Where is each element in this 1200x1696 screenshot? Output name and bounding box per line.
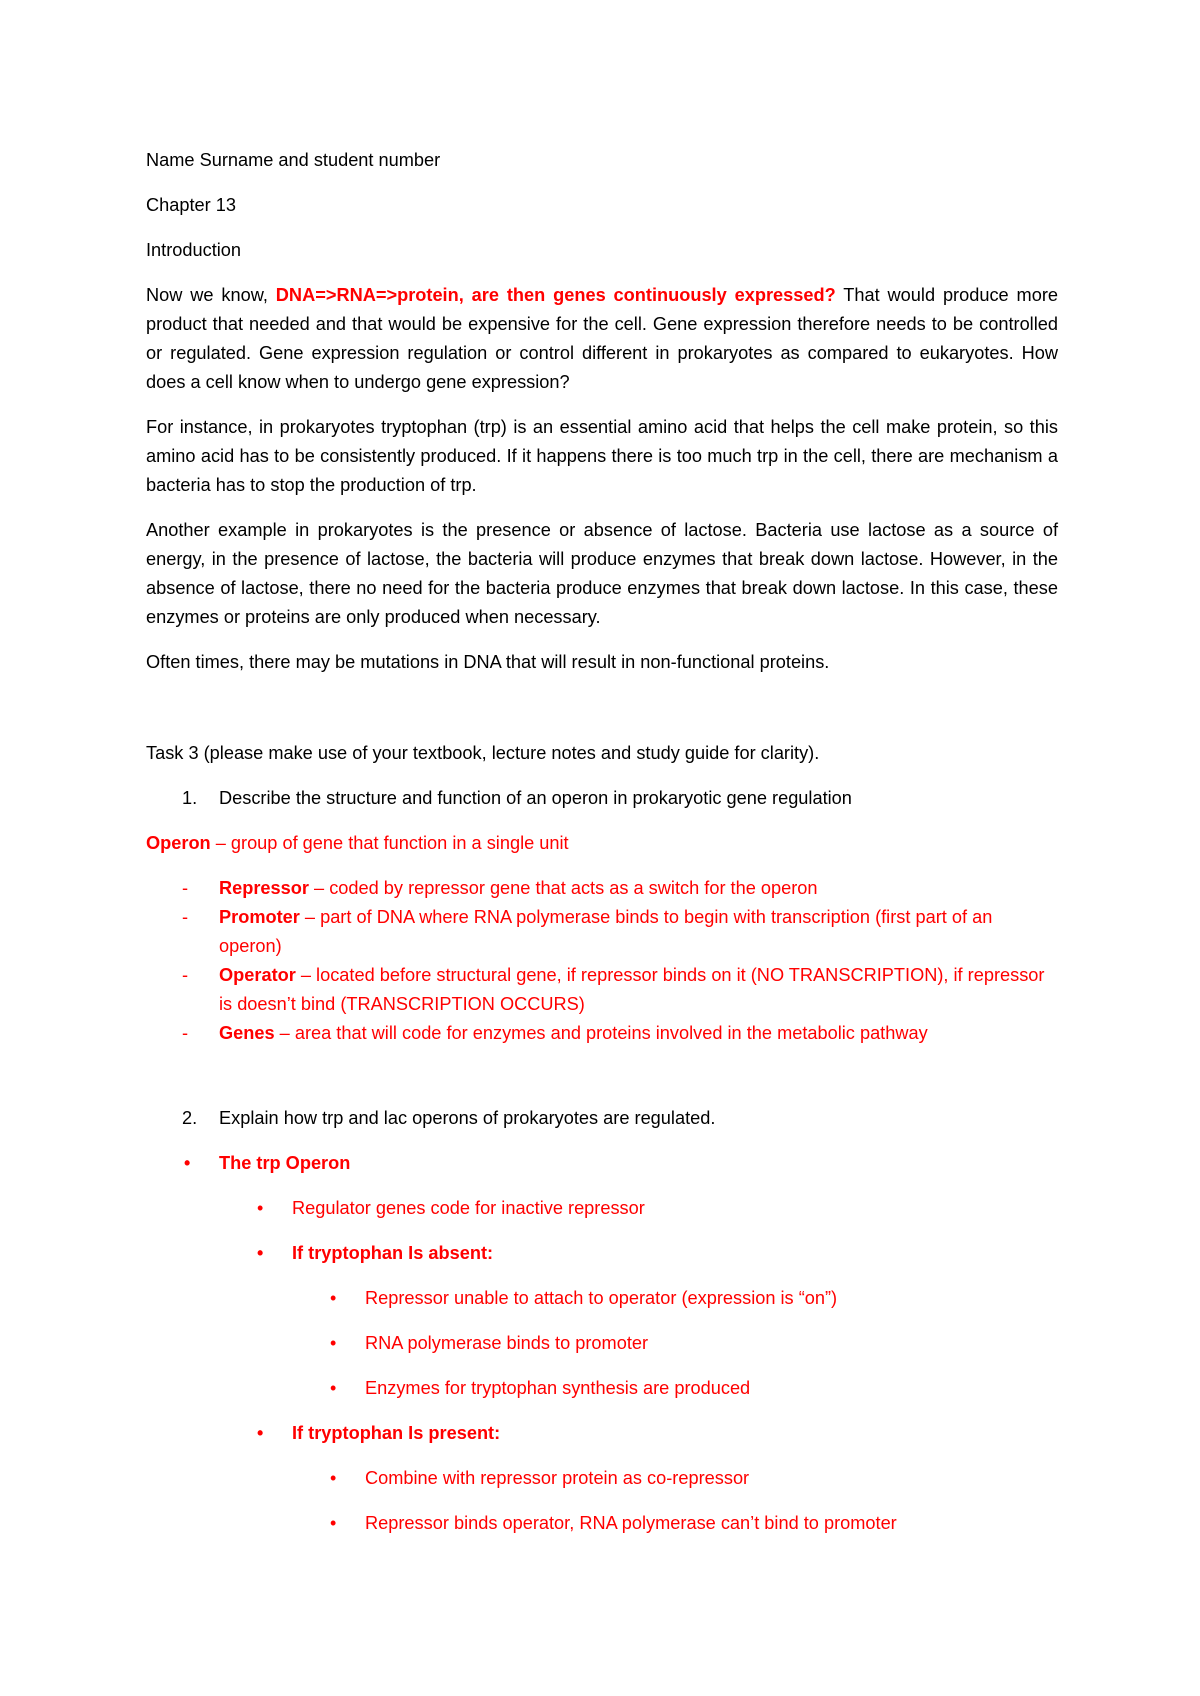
name-line: Name Surname and student number: [146, 150, 441, 170]
question-2-number: 2.: [182, 1108, 198, 1128]
component-def: – coded by repressor gene that acts as a switch for the operon: [308, 878, 818, 898]
list-item: [146, 1509, 1058, 1538]
intro-paragraph-2: For instance, in prokaryotes tryptophan (trp) is an essential amino acid that helps the cell make protein, so this amino acid has to be consistently produced. If it happens there is too much trp in the cell, there are mechanism a bacteria has to stop the production of trp.: [146, 417, 1058, 495]
component-term: Genes: [219, 1023, 275, 1043]
intro-question: DNA=>RNA=>protein, are then genes continuously expressed?: [275, 285, 836, 305]
absent-point-text: Enzymes for tryptophan synthesis are produced: [365, 1378, 751, 1398]
list-item: [146, 1284, 1058, 1313]
list-item: [146, 874, 1058, 903]
dash-marker: -: [182, 878, 189, 898]
component-term: Promoter: [219, 907, 300, 927]
absent-point-text: Repressor unable to attach to operator (expression is “on”): [365, 1288, 838, 1308]
document-body: [146, 146, 1058, 1554]
operon-def: – group of gene that function in a single unit: [210, 833, 569, 853]
list-item: [146, 1019, 1058, 1048]
task-heading: Task 3 (please make use of your textbook, lecture notes and study guide for clarity).: [146, 743, 820, 763]
present-heading: [146, 1419, 1058, 1448]
absent-heading-text: If tryptophan Is absent:: [292, 1243, 494, 1263]
trp-operon-heading: [146, 1149, 1058, 1178]
absent-heading: [146, 1239, 1058, 1268]
list-item: [146, 903, 1058, 961]
chapter-label: Chapter 13: [146, 195, 236, 215]
present-point-text: Combine with repressor protein as co-repressor: [365, 1468, 750, 1488]
component-def: – located before structural gene, if repressor binds on it (NO TRANSCRIPTION), if repressor is doesn’t bind (TRANSCRIPTION OCCURS): [219, 965, 1045, 1014]
component-def: – area that will code for enzymes and proteins involved in the metabolic pathway: [274, 1023, 928, 1043]
component-term: Operator: [219, 965, 296, 985]
bullet-marker: •: [330, 1513, 337, 1533]
bullet-marker: •: [330, 1468, 337, 1488]
absent-point-text: RNA polymerase binds to promoter: [365, 1333, 649, 1353]
list-item: [146, 1194, 1058, 1223]
operon-components-list: [146, 874, 1058, 1048]
intro-lead: Now we know,: [146, 285, 276, 305]
dash-marker: -: [182, 907, 189, 927]
list-item: [146, 961, 1058, 1019]
present-point-text: Repressor binds operator, RNA polymerase can’t bind to promoter: [365, 1513, 897, 1533]
question-2: [146, 1104, 1058, 1133]
intro-rest: That would produce more product that needed and that would be expensive for the cell. Gene expression therefore needs to be controlled or regulated. Gene expression regulation or control different in prokaryotes as compared to eukaryotes. How does a cell know when to undergo gene expression?: [146, 285, 1058, 392]
component-term: Repressor: [219, 878, 309, 898]
intro-paragraph-4: Often times, there may be mutations in DNA that will result in non-functional proteins.: [146, 652, 830, 672]
dash-marker: -: [182, 1023, 189, 1043]
section-title: Introduction: [146, 240, 242, 260]
component-def: – part of DNA where RNA polymerase binds to begin with transcription (first part of an operon): [219, 907, 993, 956]
present-heading-text: If tryptophan Is present:: [292, 1423, 501, 1443]
bullet-marker: •: [330, 1288, 337, 1308]
bullet-marker: •: [330, 1333, 337, 1353]
list-item: [146, 1374, 1058, 1403]
bullet-marker: •: [330, 1378, 337, 1398]
list-item: [146, 1464, 1058, 1493]
bullet-marker: •: [257, 1243, 264, 1263]
trp-point-text: Regulator genes code for inactive repressor: [292, 1198, 645, 1218]
trp-operon-title: The trp Operon: [219, 1153, 351, 1173]
operon-term: Operon: [146, 833, 211, 853]
bullet-marker: •: [257, 1423, 264, 1443]
intro-paragraph-3: Another example in prokaryotes is the presence or absence of lactose. Bacteria use lactose as a source of energy, in the presence of lactose, the bacteria will produce enzymes that break down lactose. However, in the absence of lactose, there no need for the bacteria produce enzymes that break down lactose. In this case, these enzymes or proteins are only produced when necessary.: [146, 520, 1058, 627]
question-2-text: Explain how trp and lac operons of prokaryotes are regulated.: [219, 1108, 716, 1128]
question-1: [146, 784, 1058, 813]
question-1-text: Describe the structure and function of an operon in prokaryotic gene regulation: [219, 788, 852, 808]
list-item: [146, 1329, 1058, 1358]
dash-marker: -: [182, 965, 189, 985]
bullet-marker: •: [184, 1153, 191, 1173]
question-1-number: 1.: [182, 788, 198, 808]
operon-definition: [146, 829, 1058, 858]
bullet-marker: •: [257, 1198, 264, 1218]
intro-paragraph-1: [146, 281, 1058, 397]
